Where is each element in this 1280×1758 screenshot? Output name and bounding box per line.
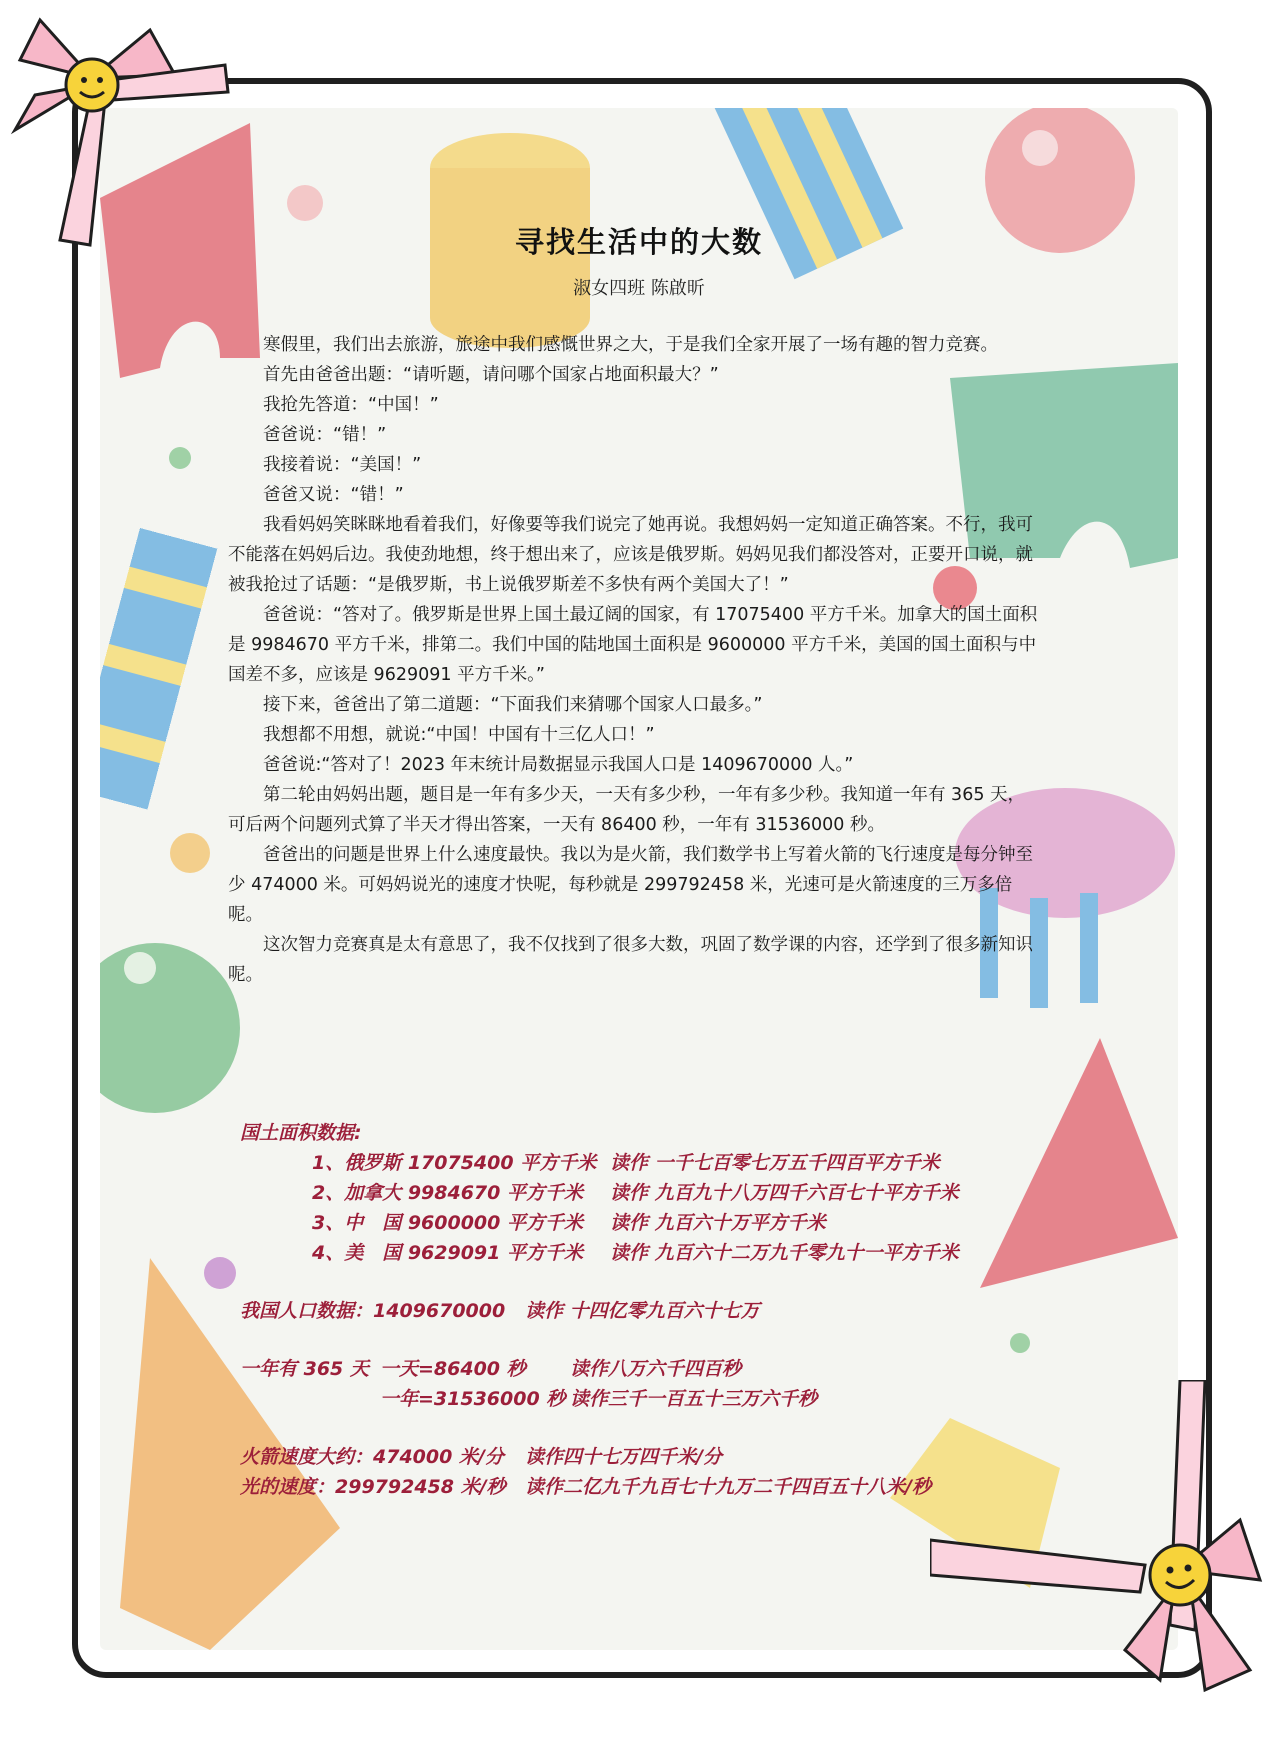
area-row bbox=[240, 1178, 1100, 1208]
ribbon-bow-icon bbox=[930, 1380, 1280, 1758]
ribbon-bow-icon bbox=[0, 0, 230, 260]
paragraph: 首先由爸爸出题：“请听题，请问哪个国家占地面积最大？” bbox=[263, 365, 719, 385]
population-row bbox=[240, 1296, 1100, 1326]
year-seconds-reading: 读作三千一百五十三万六千秒 bbox=[570, 1388, 818, 1410]
paragraph: 我看妈妈笑眯眯地看着我们，好像要等我们说完了她再说。我想妈妈一定知道正确答案。不行，我可不能落在妈妈后边。我使劲地想，终于想出来了，应该是俄罗斯。妈妈见我们都没答对，正要开口说，就被我抢过了话题：“是俄罗斯，书上说俄罗斯差不多快有两个美国大了！” bbox=[228, 515, 1033, 595]
area-row bbox=[240, 1148, 1100, 1178]
area-item: 1、俄罗斯 17075400 平方千米 bbox=[312, 1152, 597, 1174]
year-seconds: 一年=31536000 秒 bbox=[380, 1388, 566, 1410]
rocket-speed-reading: 读作四十七万四千米/分 bbox=[525, 1446, 722, 1468]
paragraph: 爸爸出的问题是世界上什么速度最快。我以为是火箭，我们数学书上写着火箭的飞行速度是每分钟至少 474000 米。可妈妈说光的速度才快呢，每秒就是 299792458 米，光速可是火箭速度的三万多倍呢。 bbox=[228, 845, 1033, 925]
paragraph: 爸爸又说：“错！” bbox=[263, 485, 404, 505]
paragraph: 接下来，爸爸出了第二道题：“下面我们来猜哪个国家人口最多。” bbox=[263, 695, 763, 715]
author-byline: 淑女四班 陈啟昕 bbox=[573, 278, 705, 299]
rocket-speed: 火箭速度大约：474000 米/分 bbox=[240, 1446, 504, 1468]
area-item: 3、中 国 9600000 平方千米 bbox=[312, 1212, 583, 1234]
light-speed: 光的速度：299792458 米/秒 bbox=[240, 1476, 506, 1498]
paragraph: 我接着说：“美国！” bbox=[263, 455, 422, 475]
area-item: 2、加拿大 9984670 平方千米 bbox=[312, 1182, 583, 1204]
area-reading: 读作 九百六十二万九千零九十一平方千米 bbox=[610, 1242, 959, 1264]
smiley-icon bbox=[1150, 1545, 1210, 1605]
paragraph: 爸爸说:“答对了！2023 年末统计局数据显示我国人口是 1409670000 人。” bbox=[263, 755, 854, 775]
paragraph: 我抢先答道：“中国！” bbox=[263, 395, 439, 415]
area-row bbox=[240, 1208, 1100, 1238]
paragraph: 爸爸说：“答对了。俄罗斯是世界上国土最辽阔的国家，有 17075400 平方千米。加拿大的国土面积是 9984670 平方千米，排第二。我们中国的陆地国土面积是 9600000 平方千米，美国的国土面积与中国差不多，应该是 9629091 平方千米。” bbox=[228, 605, 1038, 685]
area-row bbox=[240, 1238, 1100, 1268]
paragraph: 第二轮由妈妈出题，题目是一年有多少天，一天有多少秒，一年有多少秒。我知道一年有 365 天，可后两个问题列式算了半天才得出答案，一天有 86400 秒，一年有 31536000 秒。 bbox=[228, 785, 1026, 835]
smiley-icon bbox=[66, 59, 118, 111]
paragraph: 这次智力竞赛真是太有意思了，我不仅找到了很多大数，巩固了数学课的内容，还学到了很多新知识呢。 bbox=[228, 935, 1033, 985]
area-heading: 国土面积数据: bbox=[240, 1122, 362, 1144]
light-speed-reading: 读作二亿九千九百七十九万二千四百五十八米/秒 bbox=[525, 1476, 931, 1498]
area-reading: 读作 一千七百零七万五千四百平方千米 bbox=[610, 1152, 940, 1174]
area-reading: 读作 九百九十八万四千六百七十平方千米 bbox=[610, 1182, 959, 1204]
paragraph: 我想都不用想，就说:“中国！中国有十三亿人口！” bbox=[263, 725, 655, 745]
population-item: 我国人口数据：1409670000 bbox=[240, 1300, 506, 1322]
document-title: 寻找生活中的大数 bbox=[514, 225, 763, 259]
day-seconds-reading: 读作八万六千四百秒 bbox=[570, 1358, 742, 1380]
day-seconds: 一天=86400 秒 bbox=[380, 1358, 526, 1380]
year-days: 一年有 365 天 bbox=[240, 1358, 369, 1380]
area-reading: 读作 九百六十万平方千米 bbox=[610, 1212, 826, 1234]
population-reading: 读作 十四亿零九百六十七万 bbox=[525, 1300, 760, 1322]
area-item: 4、美 国 9629091 平方千米 bbox=[312, 1242, 583, 1264]
story-body bbox=[228, 330, 1042, 990]
paragraph: 爸爸说：“错！” bbox=[263, 425, 387, 445]
paragraph: 寒假里，我们出去旅游，旅途中我们感慨世界之大，于是我们全家开展了一场有趣的智力竞赛。 bbox=[263, 335, 998, 355]
